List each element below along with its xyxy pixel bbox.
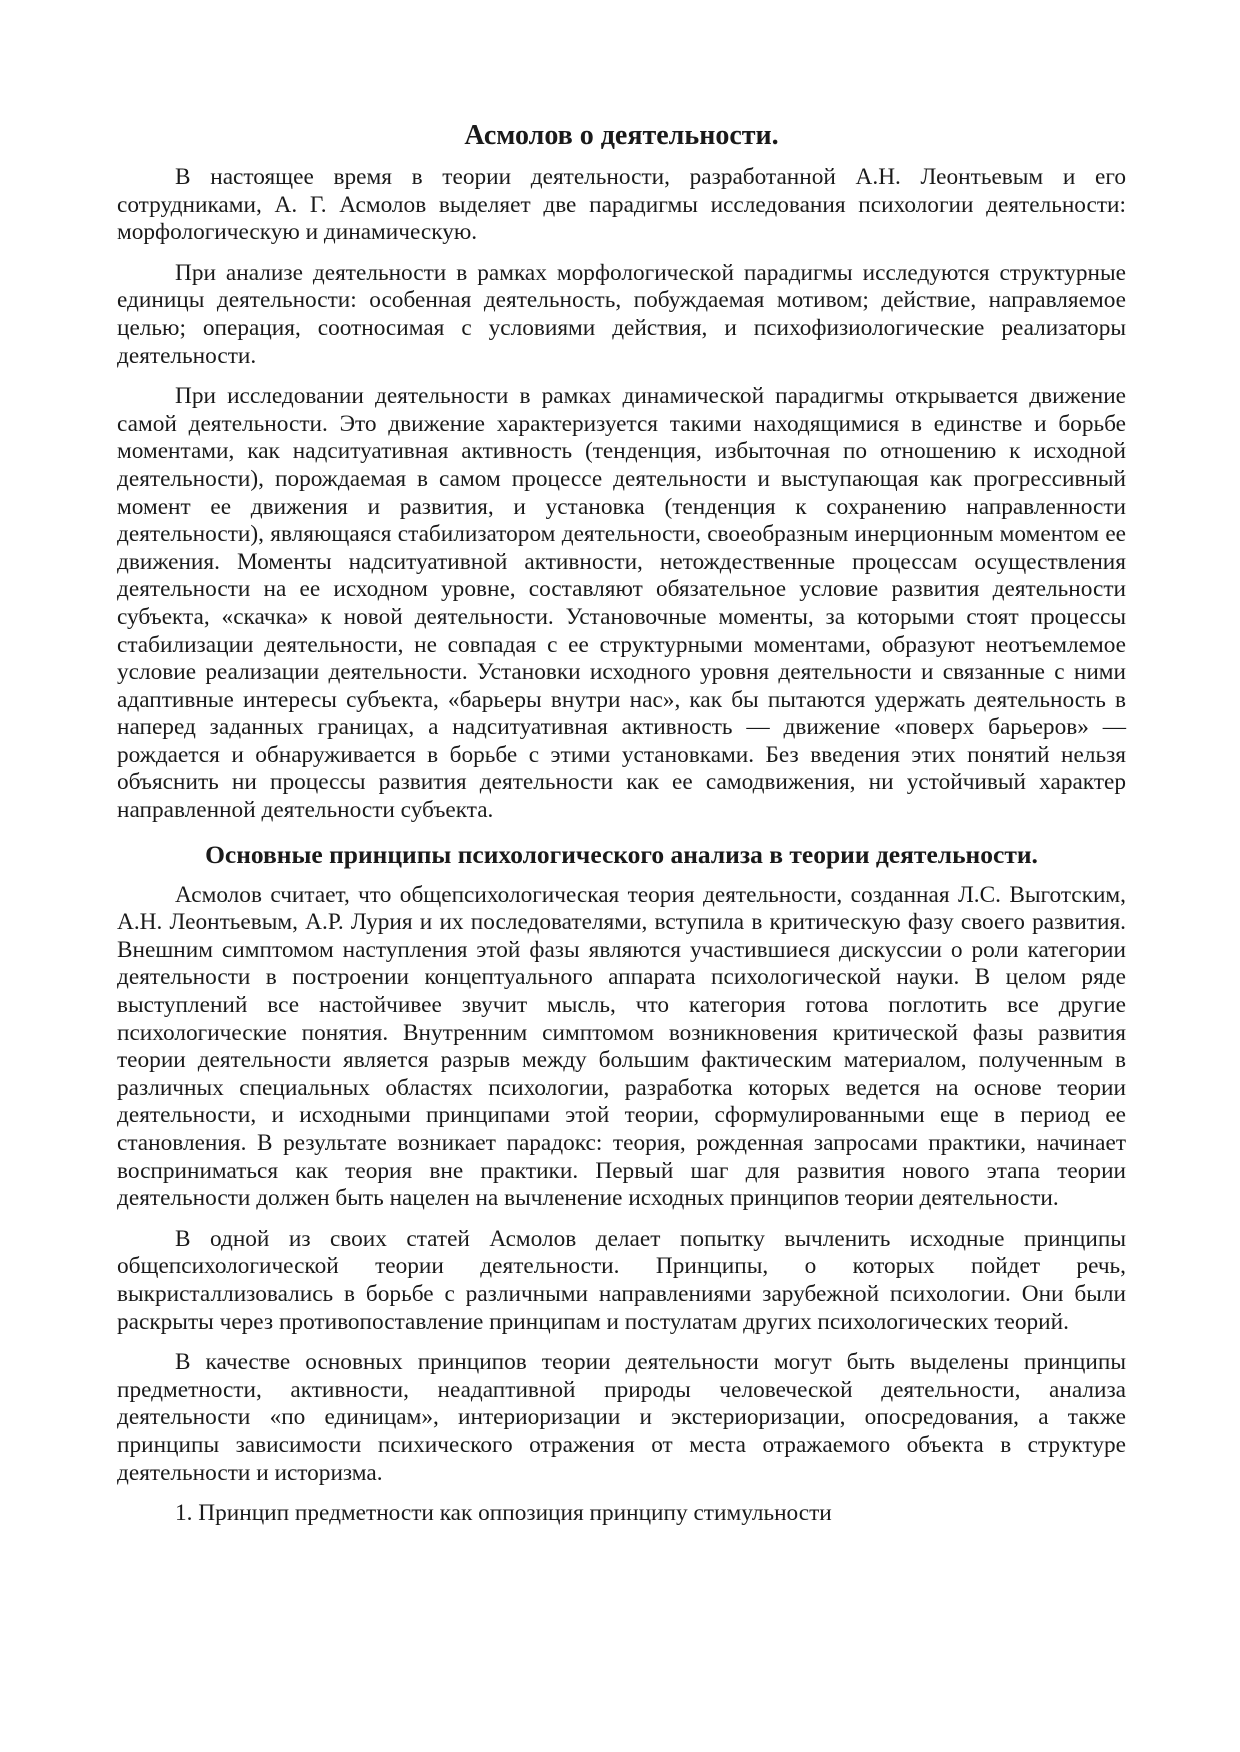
document-page	[117, 118, 1126, 1541]
paragraph-paradigms: В настоящее время в теории деятельности, разработанной А.Н. Леонтьевым и его сотрудниками, А. Г. Асмолов выделяет две парадигмы исследования психологии деятельности: морфологическую и динамическую.	[117, 164, 1126, 246]
list-item: 1. Принцип предметности как оппозиция принципу стимульности	[175, 1500, 832, 1527]
paragraph-critical-phase: Асмолов считает, что общепсихологическая теория деятельности, созданная Л.С. Выготским, А.Н. Леонтьевым, А.Р. Лурия и их последователями, вступила в критическую фазу своего развития. Внешним симптомом наступления этой фазы являются участившиеся дискуссии о роли категории деятельности в построении концептуального аппарата психологической науки. В целом ряде выступлений все настойчивее звучит мысль, что категория готова поглотить все другие психологические понятия. Внутренним симптомом возникновения критической фазы развития теории деятельности является разрыв между большим фактическим материалом, полученным в различных специальных областях психологии, разработка которых ведется на основе теории деятельности, и исходными принципами этой теории, сформулированными еще в период ее становления. В результате возникает парадокс: теория, рожденная запросами практики, начинает восприниматься как теория вне практики. Первый шаг для развития нового этапа теории деятельности должен быть нацелен на вычленение исходных принципов теории деятельности.	[117, 881, 1126, 1212]
section-heading: Основные принципы психологического анализа в теории деятельности.	[205, 839, 1038, 869]
paragraph-dynamic: При исследовании деятельности в рамках динамической парадигмы открывается движение самой деятельности. Это движение характеризуется такими находящимися в единстве и борьбе моментами, как надситуативная активность (тенденция, избыточная по отношению к исходной деятельности), порождаемая в самом процессе деятельности и выступающая как прогрессивный момент ее движения и развития, и установка (тенденция к сохранению направленности деятельности), являющаяся стабилизатором деятельности, своеобразным инерционным моментом ее движения. Моменты надситуативной активности, нетождественные процессам осуществления деятельности на ее исходном уровне, составляют обязательное условие развития деятельности субъекта, «скачка» к новой деятельности. Установочные моменты, за которыми стоят процессы стабилизации деятельности, не совпадая с ее структурными моментами, образуют неотъемлемое условие реализации деятельности. Установки исходного уровня деятельности и связанные с ними адаптивные интересы субъекта, «барьеры внутри нас», как бы пытаются удержать деятельность в наперед заданных границах, а надситуативная активность — движение «поверх барьеров» — рождается и обнаруживается в борьбе с этими установками. Без введения этих понятий нельзя объяснить ни процессы развития деятельности как ее самодвижения, ни устойчивый характер направленной деятельности субъекта.	[117, 383, 1126, 824]
paragraph-article: В одной из своих статей Асмолов делает попытку вычленить исходные принципы общепсихологической теории деятельности. Принципы, о которых пойдет речь, выкристаллизовались в борьбе с различными направлениями зарубежной психологии. Они были раскрыты через противопоставление принципам и постулатам других психологических теорий.	[117, 1225, 1126, 1335]
document-title: Асмолов о деятельности.	[464, 120, 779, 151]
paragraph-principles-list: В качестве основных принципов теории деятельности могут быть выделены принципы предметности, активности, неадаптивной природы человеческой деятельности, анализа деятельности «по единицам», интериоризации и экстериоризации, опосредования, а также принципы зависимости психического отражения от места отражаемого объекта в структуре деятельности и историзма.	[117, 1349, 1126, 1486]
paragraph-morphological: При анализе деятельности в рамках морфологической парадигмы исследуются структурные единицы деятельности: особенная деятельность, побуждаемая мотивом; действие, направляемое целью; операция, соотносимая с условиями действия, и психофизиологические реализаторы деятельности.	[117, 259, 1126, 369]
